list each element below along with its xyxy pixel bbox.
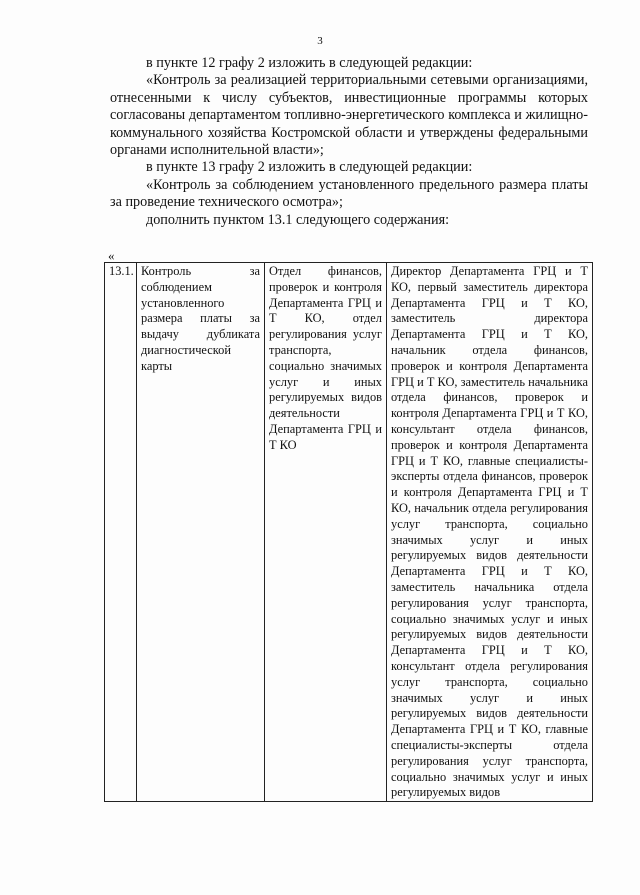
row-number-cell: 13.1. xyxy=(105,263,137,802)
paragraph-add-item-13-1: дополнить пунктом 13.1 следующего содержания: xyxy=(146,211,450,228)
paragraph-item-12: в пункте 12 графу 2 изложить в следующей редакции: xyxy=(146,55,473,71)
control-type-cell: Контроль за соблюдением установленного размера платы за выдачу дубликата диагностической карты xyxy=(137,263,265,802)
authorized-officials-cell: Директор Департамента ГРЦ и Т КО, первый заместитель директора Департамента ГРЦ и Т КО, заместитель директора Департамента ГРЦ и Т КО, начальник отдела финансов, проверок и контроля Департамента ГРЦ и Т КО, заместитель начальника отдела финансов, проверок и контроля Департамента ГРЦ и Т КО, консультант отдела финансов, проверок и контроля Департамента ГРЦ и Т КО, главные специалисты-эксперты отдела финансов, проверок и контроля Департамента ГРЦ и Т КО, начальник отдела регулирования услуг транспорта, социально значимых услуг и иных регулируемых видов деятельности Департамента ГРЦ и Т КО, заместитель начальника отдела регулирования услуг транспорта, социально значимых услуг и иных регулируемых видов деятельности Департамента ГРЦ и Т КО, консультант отдела регулирования услуг транспорта, социально значимых услуг и иных регулируемых видов деятельности Департамента ГРЦ и Т КО, главные специалисты-эксперты отдела регулирования услуг транспорта, социально значимых услуг и иных регулируемых видов xyxy=(387,263,593,802)
table-row xyxy=(105,263,593,802)
paragraph-item-13: в пункте 13 графу 2 изложить в следующей редакции: xyxy=(146,159,473,176)
amendment-table xyxy=(104,262,593,802)
open-quote-mark: « xyxy=(108,248,115,263)
page-number: 3 xyxy=(317,35,323,47)
amendment-text xyxy=(110,55,588,229)
paragraph-item-13-text: «Контроль за соблюдением установленного предельного размера платы за проведение технического осмотра»; xyxy=(110,176,588,211)
responsible-unit-cell: Отдел финансов, проверок и контроля Департамента ГРЦ и Т КО, отдел регулирования услуг транспорта, социально значимых услуг и иных регулируемых видов деятельности Департамента ГРЦ и Т КО xyxy=(265,263,387,802)
paragraph-item-12-text: «Контроль за реализацией территориальными сетевыми организациями, отнесенными к числу субъектов, инвестиционные программы которых согласованы департаментом топливно-энергетического комплекса и жилищно-коммунального хозяйства Костромской области и утверждены федеральными органами исполнительной власти»; xyxy=(110,72,588,159)
